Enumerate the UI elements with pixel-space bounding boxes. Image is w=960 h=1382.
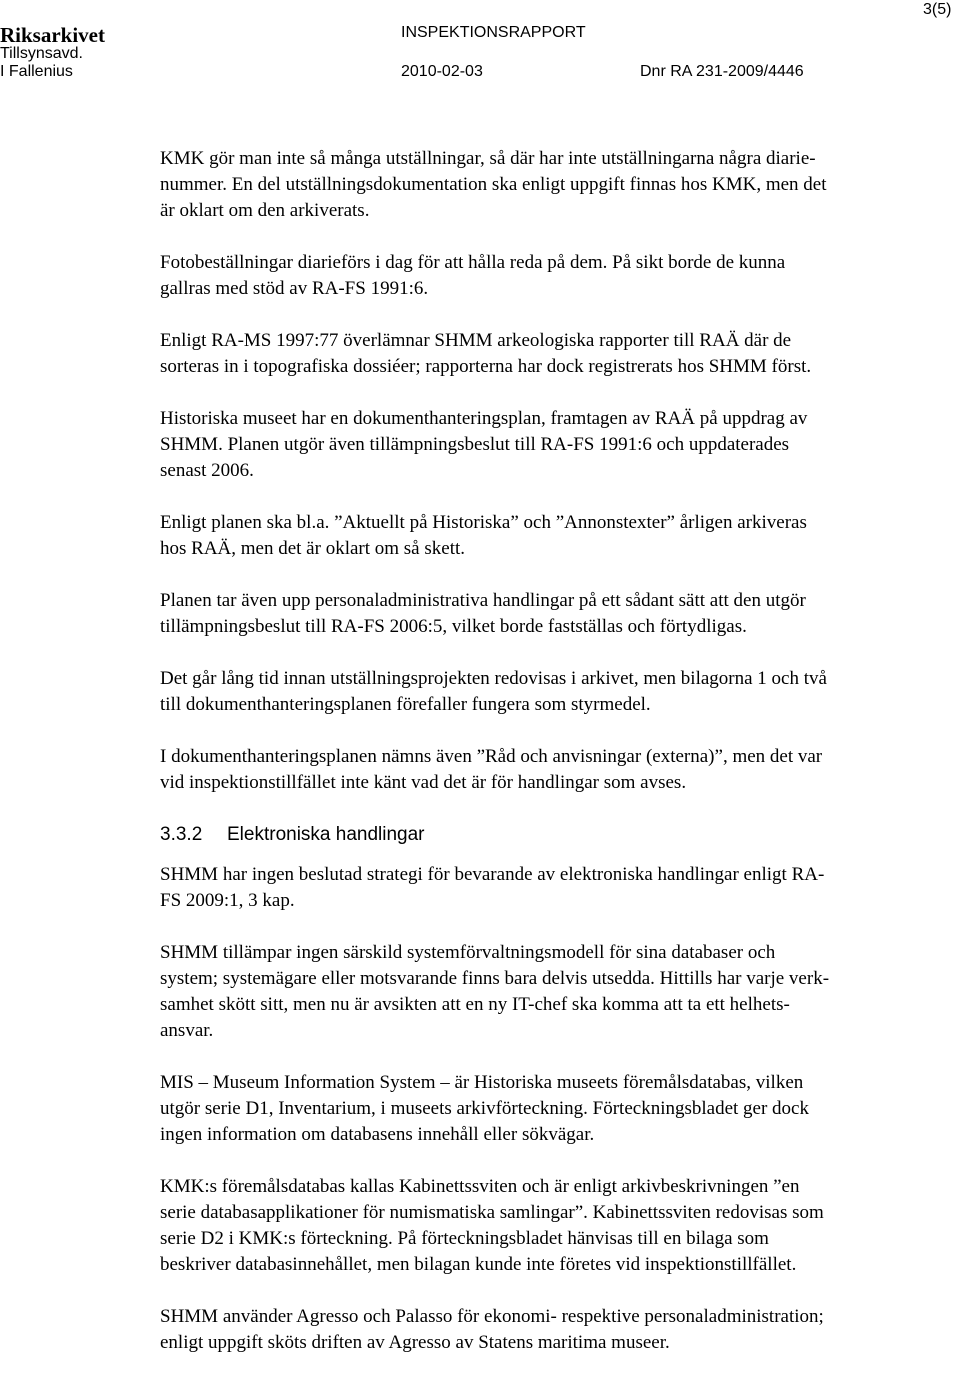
report-date: 2010-02-03	[401, 63, 483, 80]
paragraph	[160, 1174, 960, 1278]
text-line: Historiska museet har en dokumenthanteringsplan, framtagen av RAÄ på uppdrag av	[160, 408, 808, 429]
text-line: serie databasapplikationer för numismatiska samlingar”. Kabinettssviten redovisas som	[160, 1202, 824, 1223]
text-line: SHMM. Planen utgör även tillämpningsbeslut till RA-FS 1991:6 och uppdaterades	[160, 434, 790, 455]
section-number: 3.3.2	[160, 824, 203, 845]
text-line: Enligt RA-MS 1997:77 överlämnar SHMM arkeologiska rapporter till RAÄ där de	[160, 330, 792, 351]
paragraph	[160, 1070, 960, 1148]
text-line: nummer. En del utställningsdokumentation ska enligt uppgift finnas hos KMK, men det	[160, 174, 827, 195]
paragraph	[160, 510, 960, 562]
paragraph	[160, 862, 960, 914]
text-line: utgör serie D1, Inventarium, i museets arkivförteckning. Förteckningsbladet ger dock	[160, 1098, 809, 1119]
paragraph	[160, 146, 960, 224]
paragraph	[160, 940, 960, 1044]
paragraph	[160, 406, 960, 484]
organization-name: Riksarkivet	[0, 23, 105, 47]
text-line: till dokumenthanteringsplanen förefaller fungera som styrmedel.	[160, 694, 651, 715]
text-line: ingen information om databasens innehåll eller sökvägar.	[160, 1124, 595, 1145]
inspector-name: I Fallenius	[0, 63, 73, 80]
text-line: Planen tar även upp personaladministrativa handlingar på ett sådant sätt att den utgör	[160, 590, 806, 611]
text-line: beskriver databasinnehållet, men bilagan kunde inte företes vid inspektionstillfället.	[160, 1254, 797, 1275]
text-line: ansvar.	[160, 1020, 214, 1041]
text-line: SHMM tillämpar ingen särskild systemförvaltningsmodell för sina databaser och	[160, 942, 776, 963]
department-name: Tillsynsavd.	[0, 45, 83, 62]
paragraph	[160, 588, 960, 640]
text-line: KMK gör man inte så många utställningar, så där har inte utställningarna några diarie-	[160, 148, 816, 169]
paragraph	[160, 328, 960, 380]
text-line: I dokumenthanteringsplanen nämns även ”Råd och anvisningar (externa)”, men det var	[160, 746, 823, 767]
section-title: Elektroniska handlingar	[227, 824, 425, 845]
text-line: senast 2006.	[160, 460, 254, 481]
registration-number: Dnr RA 231-2009/4446	[640, 63, 804, 80]
text-line: SHMM använder Agresso och Palasso för ekonomi- respektive personaladministration;	[160, 1306, 824, 1327]
paragraph	[160, 250, 960, 302]
text-line: Det går lång tid innan utställningsprojekten redovisas i arkivet, men bilagorna 1 och två	[160, 668, 827, 689]
text-line: serie D2 i KMK:s förteckning. På förteckningsbladet hänvisas till en bilaga som	[160, 1228, 769, 1249]
paragraph	[160, 744, 960, 796]
text-line: enligt uppgift sköts driften av Agresso av Statens maritima museer.	[160, 1332, 670, 1353]
section-heading	[160, 822, 960, 848]
text-line: gallras med stöd av RA-FS 1991:6.	[160, 278, 429, 299]
text-line: SHMM har ingen beslutad strategi för bevarande av elektroniska handlingar enligt RA-	[160, 864, 825, 885]
text-line: KMK:s föremålsdatabas kallas Kabinettssviten och är enligt arkivbeskrivningen ”en	[160, 1176, 800, 1197]
text-line: vid inspektionstillfället inte känt vad det är för handlingar som avses.	[160, 772, 687, 793]
report-type: INSPEKTIONSRAPPORT	[401, 24, 586, 41]
text-line: samhet skött sitt, men nu är avsikten att en ny IT-chef ska komma att ta ett helhets-	[160, 994, 790, 1015]
document-body	[160, 146, 960, 1382]
page-number: 3(5)	[923, 1, 952, 18]
paragraph	[160, 666, 960, 718]
text-line: tillämpningsbeslut till RA-FS 2006:5, vilket borde fastställas och förtydligas.	[160, 616, 747, 637]
text-line: hos RAÄ, men det är oklart om så skett.	[160, 538, 466, 559]
text-line: sorteras in i topografiska dossiéer; rapporterna har dock registrerats hos SHMM först.	[160, 356, 812, 377]
text-line: MIS – Museum Information System – är Historiska museets föremålsdatabas, vilken	[160, 1072, 804, 1093]
text-line: system; systemägare eller motsvarande finns bara delvis utsedda. Hittills har varje verk-	[160, 968, 830, 989]
text-line: FS 2009:1, 3 kap.	[160, 890, 295, 911]
text-line: Fotobeställningar diarieförs i dag för att hålla reda på dem. På sikt borde de kunna	[160, 252, 786, 273]
text-line: Enligt planen ska bl.a. ”Aktuellt på Historiska” och ”Annonstexter” årligen arkiveras	[160, 512, 807, 533]
text-line: är oklart om den arkiverats.	[160, 200, 370, 221]
paragraph	[160, 1304, 960, 1356]
